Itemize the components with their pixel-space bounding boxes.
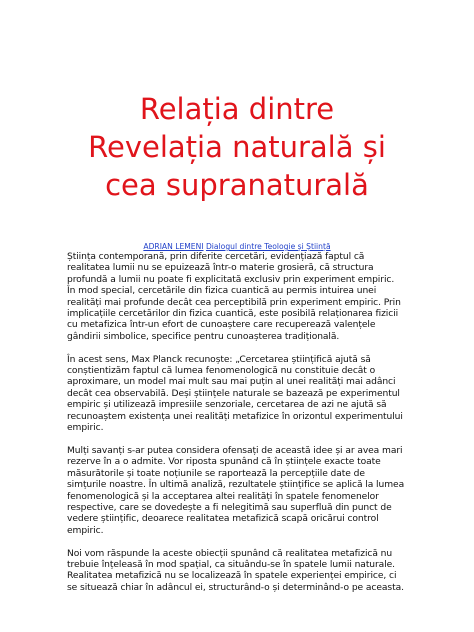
text-line: recunoaștem existența unei realități metafizice în orizontul experimentului: [67, 411, 403, 422]
text-line: empiric.: [67, 423, 104, 434]
title-line: Relația dintre: [139, 92, 335, 126]
text-line: empiric și utilizează impresiile senzoriale, cercetarea de azi ne ajută să: [67, 400, 387, 411]
text-line: decât cea observabilă. Deși științele naturale se bazează pe experimentul: [67, 388, 400, 399]
text-line: realități mai profunde decât cea perceptibilă prin experiment empiric. Prin: [67, 297, 401, 308]
text-line: aproximare, un model mai mult sau mai puțin al unei realități mai adânci: [67, 377, 396, 388]
text-line: Știința contemporană, prin diferite cercetări, evidențiază faptul că: [67, 252, 365, 262]
text-line: respective, care se dovedește a fi nelegitimă sau superfluă din punct de: [67, 502, 392, 513]
paragraph-3: [67, 446, 412, 537]
text-line: măsurătorile și toate noțiunile se raportează la percepțiile date de: [67, 468, 365, 479]
paragraph-4: [67, 549, 412, 595]
text-line: trebuie înțeleasă în mod spațial, ca situându-se în spatele lumii naturale.: [67, 559, 396, 570]
title-line: cea supranaturală: [105, 168, 369, 202]
text-line: se situează chiar în adâncul ei, structurând-o și determinând-o pe aceasta.: [67, 582, 404, 593]
text-line: Realitatea metafizică nu se localizează în spatele experienței empirice, ci: [67, 571, 397, 582]
source-citation: [40, 242, 434, 252]
title-line: Revelația naturală și: [88, 130, 386, 164]
text-line: rezerve în a o admite. Vor riposta spunând că în științele exacte toate: [67, 457, 381, 468]
author-link[interactable]: ADRIAN LEMENI: [143, 242, 204, 251]
text-line: Noi vom răspunde la aceste obiecții spunând că realitatea metafizică nu: [67, 548, 393, 559]
text-line: conștientizăm faptul că lumea fenomenologică nu constituie decât o: [67, 366, 376, 377]
text-line: fenomenologică și la acceptarea altei realități în spatele fenomenelor: [67, 491, 379, 502]
paragraph-1: [67, 252, 412, 343]
text-line: profundă a lumii nu poate fi explicitată exclusiv prin experiment empiric.: [67, 274, 395, 285]
text-line: Mulți savanți s-ar putea considera ofensați de această idee și ar avea mari: [67, 445, 403, 456]
text-line: implicațiile cercetărilor din fizica cuantică, este posibilă relaționarea fizicii: [67, 309, 399, 320]
text-line: În mod special, cercetările din fizica cuantică au permis intuirea unei: [67, 286, 377, 297]
document-body: [67, 252, 412, 606]
text-line: realitatea lumii nu se epuizează într-o materie grosieră, că structura: [67, 263, 374, 274]
text-line: vedere științific, deoarece realitatea metafizică scapă oricărui control: [67, 514, 379, 525]
paragraph-2: [67, 355, 412, 435]
text-line: gândirii simbolice, specifice pentru cunoașterea tradițională.: [67, 331, 340, 342]
document-title: [40, 90, 434, 204]
text-line: cu metafizica într-un efort de cunoaștere care recuperează valențele: [67, 320, 376, 331]
book-link[interactable]: Dialogul dintre Teologie și Știință: [205, 242, 331, 251]
text-line: În acest sens, Max Planck recunoște: „Cercetarea științifică ajută să: [67, 354, 371, 365]
text-line: empiric.: [67, 525, 104, 536]
text-line: simțurile noastre. În ultimă analiză, rezultatele științifice se aplică la lumea: [67, 480, 405, 491]
